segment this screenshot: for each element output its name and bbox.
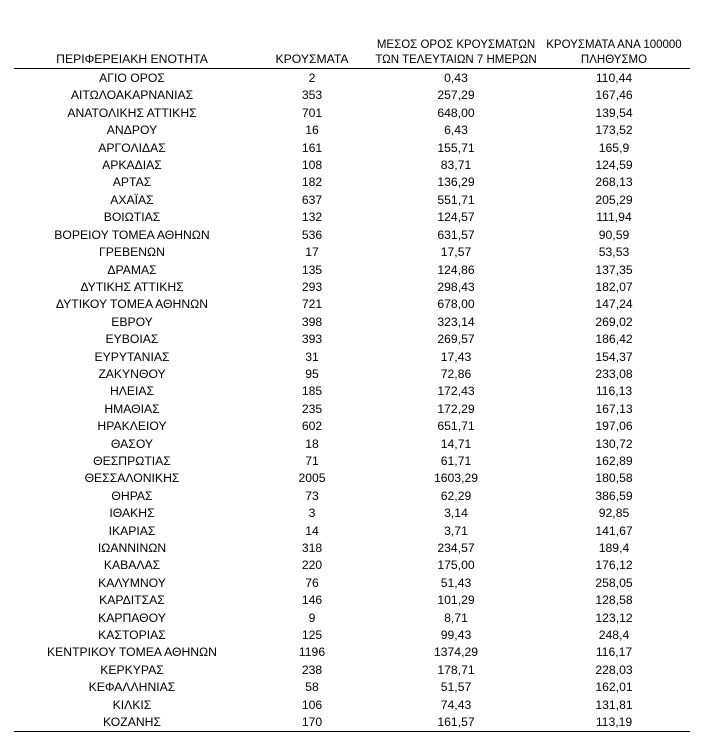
cell-average-7-days: 6,43 [444,123,468,138]
table-row [14,713,690,731]
cell-average-7-days: 83,71 [440,158,472,173]
table-row [14,609,690,626]
cell-region: ΑΙΤΩΛΟΑΚΑΡΝΑΝΙΑΣ [70,88,194,103]
cell-cases: 58 [305,680,319,695]
table-row [14,435,690,452]
cell-region: ΙΘΑΚΗΣ [109,506,155,521]
cell-region: ΕΥΡΥΤΑΝΙΑΣ [94,349,170,364]
cell-cases-per-100000: 162,01 [595,680,633,695]
cell-region: ΓΡΕΒΕΝΩΝ [99,245,165,260]
cell-cases: 17 [305,245,319,260]
cell-average-7-days: 74,43 [440,697,472,712]
cell-region: ΘΑΣΟΥ [110,436,154,451]
cell-average-7-days: 175,00 [437,558,475,573]
table-row [14,522,690,539]
table-row [14,139,690,156]
cell-region: ΗΜΑΘΙΑΣ [104,401,160,416]
cell-average-7-days: 269,57 [437,332,475,347]
cell-cases: 536 [301,227,323,242]
table-row [14,470,690,487]
cell-cases: 71 [305,453,319,468]
cell-cases: 170 [250,713,374,731]
cell-cases-per-100000: 128,58 [595,593,633,608]
cell-average-7-days: 178,71 [437,662,475,677]
cell-average-7-days: 51,57 [440,680,472,695]
cell-average-7-days: 72,86 [440,366,472,381]
cell-region: ΑΝΑΤΟΛΙΚΗΣ ΑΤΤΙΚΗΣ [67,105,197,120]
cell-average-7-days: 14,71 [440,436,472,451]
cell-cases: 701 [301,105,323,120]
cell-average-7-days: 172,29 [437,401,475,416]
table-row [14,539,690,556]
cell-cases-per-100000: 176,12 [595,558,633,573]
cell-cases-per-100000: 268,13 [595,175,633,190]
cell-cases: 398 [301,314,323,329]
cell-region: ΚΑΡΠΑΘΟΥ [98,610,166,625]
cell-cases: 16 [305,123,319,138]
cell-region: ΒΟΡΕΙΟΥ ΤΟΜΕΑ ΑΘΗΝΩΝ [54,227,210,242]
cell-cases-per-100000: 180,58 [595,471,633,486]
table-row [14,69,690,87]
cell-cases: 135 [301,262,323,277]
cell-cases: 293 [301,279,323,294]
cell-cases-per-100000: 131,81 [595,697,633,712]
cell-average-7-days: 62,29 [440,488,472,503]
table-row [14,191,690,208]
cell-region: ΕΒΡΟΥ [111,314,153,329]
column-header-per100k-line-1: ΚΡΟΥΣΜΑΤΑ ΑΝΑ 100000 [546,39,682,51]
cell-cases: 185 [301,384,323,399]
cell-cases: 31 [305,349,319,364]
cell-cases-per-100000: 173,52 [595,123,633,138]
cell-average-7-days: 1374,29 [433,645,479,660]
table-row [14,644,690,661]
cell-average-7-days: 124,57 [437,210,475,225]
table-row [14,452,690,469]
cell-average-7-days: 257,29 [437,88,475,103]
table-header [14,38,690,69]
cell-cases-per-100000: 186,42 [595,332,633,347]
cell-cases: 1196 [298,645,326,660]
cell-region: ΘΗΡΑΣ [111,488,153,503]
table-row [14,418,690,435]
cell-cases-per-100000: 116,13 [595,384,633,399]
cell-cases-per-100000: 53,53 [598,245,630,260]
table-row [14,122,690,139]
cell-region: ΚΑΛΥΜΝΟΥ [98,575,166,590]
cell-region: ΑΡΚΑΔΙΑΣ [102,158,162,173]
cell-region: ΑΡΓΟΛΙΔΑΣ [98,140,166,155]
table-row [14,174,690,191]
table-row [14,365,690,382]
table-row [14,383,690,400]
cell-region: ΗΡΑΚΛΕΙΟΥ [97,419,167,434]
cell-cases-per-100000: 269,02 [595,314,633,329]
table-row [14,331,690,348]
table-row [14,557,690,574]
cell-average-7-days: 155,71 [437,140,475,155]
table-row [14,574,690,591]
cell-cases-per-100000: 182,07 [595,279,633,294]
cell-region: ΙΚΑΡΙΑΣ [108,523,156,538]
column-header-average-7-days [374,38,538,69]
cell-region: ΑΡΤΑΣ [112,175,152,190]
cell-cases: 2 [308,71,316,86]
column-header-average-line-2: ΤΩΝ ΤΕΛΕΥΤΑΙΩΝ 7 ΗΜΕΡΩΝ [375,53,537,66]
cell-cases: 76 [305,575,319,590]
cell-cases: 95 [305,366,319,381]
cell-cases-per-100000: 205,29 [595,192,633,207]
cell-region: ΚΙΛΚΙΣ [112,697,152,712]
cell-region: ΚΟΖΑΝΗΣ [14,713,250,731]
cell-region: ΚΕΝΤΡΙΚΟΥ ΤΟΜΕΑ ΑΘΗΝΩΝ [47,645,217,660]
cell-cases-per-100000: 123,12 [595,610,633,625]
cell-cases-per-100000: 189,4 [598,541,630,555]
cell-cases: 235 [301,401,323,416]
cell-cases-per-100000: 130,72 [595,436,633,451]
table-row [14,679,690,696]
cell-average-7-days: 1603,29 [433,471,479,486]
cell-cases-per-100000: 124,59 [595,158,633,173]
cell-cases: 721 [301,297,323,312]
cell-cases-per-100000: 110,44 [595,71,633,86]
cell-cases-per-100000: 92,85 [598,506,630,521]
cell-cases: 238 [301,662,323,677]
cell-cases-per-100000: 113,19 [538,713,690,731]
table-row [14,348,690,365]
table-body [14,69,690,731]
cell-cases: 161 [301,140,323,155]
cell-cases-per-100000: 167,46 [595,88,633,103]
table-row [14,487,690,504]
cell-average-7-days: 298,43 [437,279,475,294]
table-row [14,505,690,522]
cell-cases: 18 [305,436,319,451]
column-header-per100k-line-2: ΠΛΗΘΥΣΜΟ [580,53,648,66]
cell-cases: 108 [301,158,323,173]
cell-region: ΕΥΒΟΙΑΣ [105,332,159,347]
cell-cases: 220 [301,558,323,573]
cell-cases: 146 [301,593,323,608]
table-row [14,592,690,609]
cell-region: ΚΑΣΤΟΡΙΑΣ [98,628,166,643]
cell-cases-per-100000: 154,37 [595,349,633,364]
cell-region: ΚΕΦΑΛΛΗΝΙΑΣ [88,680,176,695]
cell-cases: 3 [308,506,316,521]
cell-cases: 9 [308,610,316,625]
table-row [14,696,690,713]
table-row [14,261,690,278]
cell-region: ΔΥΤΙΚΗΣ ΑΤΤΙΚΗΣ [80,279,184,294]
cell-region: ΔΥΤΙΚΟΥ ΤΟΜΕΑ ΑΘΗΝΩΝ [55,297,209,312]
cell-cases: 602 [301,419,323,434]
cell-cases-per-100000: 111,94 [596,210,632,225]
cell-region: ΒΟΙΩΤΙΑΣ [103,210,161,225]
cell-average-7-days: 124,86 [437,262,475,277]
cell-region: ΘΕΣΠΡΩΤΙΑΣ [93,453,171,468]
cell-average-7-days: 101,29 [437,593,475,608]
cell-region: ΚΑΒΑΛΑΣ [103,558,161,573]
table-row [14,244,690,261]
cell-average-7-days: 323,14 [437,314,475,329]
cell-region: ΘΕΣΣΑΛΟΝΙΚΗΣ [84,471,180,486]
cell-cases-per-100000: 386,59 [595,488,633,503]
column-header-region-line-1: ΠΕΡΙΦΕΡΕΙΑΚΗ ΕΝΟΤΗΤΑ [56,51,208,66]
cell-region: ΔΡΑΜΑΣ [107,262,157,277]
cell-cases-per-100000: 258,05 [595,575,633,590]
cell-cases: 73 [305,488,319,503]
cell-cases-per-100000: 141,67 [595,523,633,538]
cell-cases: 353 [301,88,323,103]
top-spacer [14,14,690,38]
cell-average-7-days: 99,43 [440,628,472,643]
cell-cases-per-100000: 228,03 [595,662,633,677]
cell-average-7-days: 51,43 [440,575,472,590]
cell-region: ΑΓΙΟ ΟΡΟΣ [99,71,165,86]
cell-average-7-days: 172,43 [437,384,475,399]
cell-cases-per-100000: 167,13 [595,401,633,416]
cell-cases-per-100000: 137,35 [595,262,633,277]
table-row [14,313,690,330]
cell-cases: 125 [301,628,323,643]
table-row [14,104,690,121]
cell-average-7-days: 8,71 [444,610,468,625]
column-header-region [14,38,250,69]
cell-average-7-days: 3,14 [444,506,468,521]
column-header-cases-line-1: ΚΡΟΥΣΜΑΤΑ [275,51,349,66]
cell-cases-per-100000: 233,08 [595,366,633,381]
table-row [14,661,690,678]
cell-cases: 132 [301,210,323,225]
cell-average-7-days: 61,71 [440,453,472,468]
cell-cases-per-100000: 162,89 [595,453,633,468]
table-header-row [14,38,690,69]
cell-cases: 637 [301,192,323,207]
cell-average-7-days: 136,29 [437,175,475,190]
cell-cases: 14 [305,523,319,538]
cell-average-7-days: 631,57 [437,227,475,242]
cell-region: ΗΛΕΙΑΣ [109,384,155,399]
cell-cases-per-100000: 248,4 [598,628,630,643]
table-row [14,278,690,295]
cell-average-7-days: 17,43 [440,349,472,364]
cell-cases-per-100000: 90,59 [598,227,630,242]
cell-average-7-days: 678,00 [437,297,475,312]
cell-average-7-days: 0,43 [444,71,468,86]
cell-cases: 393 [301,332,323,347]
cell-cases-per-100000: 165,9 [598,140,630,155]
column-header-average-line-1: ΜΕΣΟΣ ΟΡΟΣ ΚΡΟΥΣΜΑΤΩΝ [376,39,536,51]
cell-cases-per-100000: 139,54 [595,105,633,120]
cell-cases: 106 [301,697,323,712]
cell-cases-per-100000: 147,24 [595,297,633,312]
cell-region: ΙΩΑΝΝΙΝΩΝ [97,541,167,555]
cell-cases: 182 [301,175,323,190]
table-row [14,87,690,104]
cell-region: ΚΕΡΚΥΡΑΣ [100,662,164,677]
table-row [14,400,690,417]
cases-by-region-table [14,38,690,732]
column-header-cases-per-100000 [538,38,690,69]
cell-average-7-days: 17,57 [440,245,472,260]
cell-average-7-days: 3,71 [444,523,468,538]
cell-average-7-days: 161,57 [374,713,538,731]
cell-region: ΖΑΚΥΝΘΟΥ [98,366,166,381]
column-header-cases [250,38,374,69]
table-row [14,626,690,643]
cell-average-7-days: 651,71 [437,419,475,434]
cell-average-7-days: 234,57 [437,541,475,555]
table-row [14,209,690,226]
cell-average-7-days: 648,00 [437,105,475,120]
cell-cases-per-100000: 197,06 [595,419,633,434]
cell-average-7-days: 551,71 [437,192,475,207]
cell-region: ΚΑΡΔΙΤΣΑΣ [99,593,165,608]
table-row [14,296,690,313]
cell-cases: 2005 [298,471,326,486]
table-row [14,226,690,243]
cell-region: ΑΧΑΪΑΣ [110,192,154,207]
cell-cases: 318 [301,541,323,555]
cell-cases-per-100000: 116,17 [595,645,633,660]
cell-region: ΑΝΔΡΟΥ [106,123,158,138]
table-row [14,156,690,173]
